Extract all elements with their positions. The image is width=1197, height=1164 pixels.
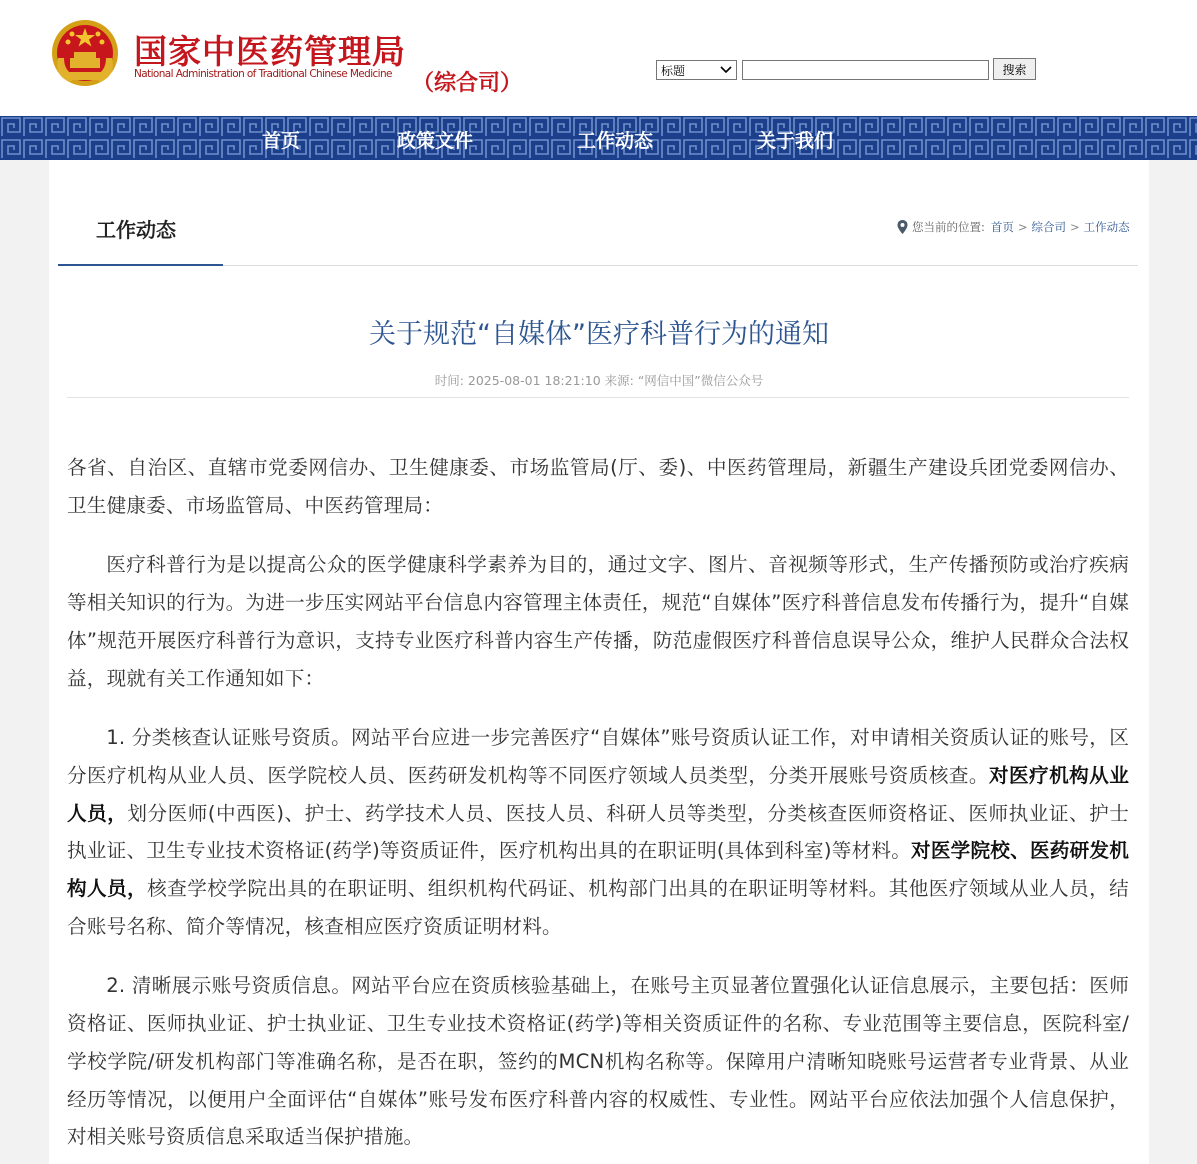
site-title-cn[interactable]: 国家中医药管理局 xyxy=(134,32,406,71)
search-button[interactable]: 搜索 xyxy=(993,58,1036,80)
nav-item-about[interactable]: 关于我们 xyxy=(757,130,834,152)
breadcrumb-home[interactable]: 首页 xyxy=(990,220,1014,234)
breadcrumb-prefix: 您当前的位置: xyxy=(912,220,985,234)
search-type-value: 标题 xyxy=(661,63,686,78)
national-emblem-icon xyxy=(50,18,120,88)
section-underline xyxy=(58,264,223,266)
main-nav xyxy=(0,116,1197,160)
section-title: 工作动态 xyxy=(96,218,176,242)
article-meta: 时间: 2025-08-01 18:21:10 来源: “网信中国”微信公众号 xyxy=(434,373,764,388)
article-meta-divider xyxy=(67,397,1129,398)
site-title-en: National Administration of Traditional Chinese Medicine xyxy=(134,68,392,80)
breadcrumb xyxy=(897,219,1130,235)
item-1-bold-a: 对医疗机构从业人员， xyxy=(67,763,1130,825)
item-1-text-b: 划分医师(中西医)、护士、药学技术人员、医技人员、科研人员等类型，分类核查医师资格证、医师执业证、护士执业证、卫生专业技术资格证(药学)等资质证件，医疗机构出具的在职证明(具体到科室)等材料。 xyxy=(67,801,1129,863)
nav-item-news[interactable]: 工作动态 xyxy=(577,130,654,152)
breadcrumb-current[interactable]: 工作动态 xyxy=(1083,220,1130,234)
article-intro: 医疗科普行为是以提高公众的医学健康科学素养为目的，通过文字、图片、音视频等形式，生产传播预防或治疗疾病等相关知识的行为。为进一步压实网站平台信息内容管理主体责任，规范“自媒体”医疗科普信息发布传播行为，提升“自媒体”规范开展医疗科普行为意识，支持专业医疗科普内容生产传播，防范虚假医疗科普信息误导公众，维护人民群众合法权益，现就有关工作通知如下： xyxy=(67,553,1129,690)
breadcrumb-separator: > xyxy=(1070,220,1080,234)
item-1-bold-b: 对医学院校、医药研发机构人员， xyxy=(67,839,1130,901)
article-item-1 xyxy=(67,719,1129,945)
search-type-select[interactable] xyxy=(656,60,737,80)
article-title: 关于规范“自媒体”医疗科普行为的通知 xyxy=(369,319,829,350)
nav-item-home[interactable]: 首页 xyxy=(262,130,301,152)
item-1-text-a: 1. 分类核查认证账号资质。网站平台应进一步完善医疗“自媒体”账号资质认证工作，对申请相关资质认证的账号，区分医疗机构从业人员、医学院校人员、医药研发机构等不同医疗领域人员类型，分类开展账号资质核查。 xyxy=(67,726,1129,787)
site-header xyxy=(0,0,1197,116)
chevron-down-icon xyxy=(720,66,732,74)
article-item-2: 2. 清晰展示账号资质信息。网站平台应在资质核验基础上，在账号主页显著位置强化认证信息展示，主要包括：医师资格证、医师执业证、护士执业证、卫生专业技术资格证(药学)等相关资质证件的名称、专业范围等主要信息，医院科室/学校学院/研发机构部门等准确名称，是否在职，签约的MCN机构名称等。保障用户清晰知晓账号运营者专业背景、从业经历等情况，以便用户全面评估“自媒体”账号发布医疗科普内容的权威性、专业性。网站平台应依法加强个人信息保护，对相关账号资质信息采取适当保护措施。 xyxy=(67,974,1129,1149)
search-input[interactable] xyxy=(742,60,989,80)
article-salutation: 各省、自治区、直辖市党委网信办、卫生健康委、市场监管局(厅、委)、中医药管理局，新疆生产建设兵团党委网信办、卫生健康委、市场监管局、中医药管理局： xyxy=(67,456,1129,517)
location-pin-icon xyxy=(897,220,908,234)
item-1-text-c: 核查学校学院出具的在职证明、组织机构代码证、机构部门出具的在职证明等材料。其他医疗领域从业人员，结合账号名称、简介等情况，核查相应医疗资质证明材料。 xyxy=(67,877,1129,938)
article-body xyxy=(67,449,1129,1164)
nav-item-policy[interactable]: 政策文件 xyxy=(397,130,474,152)
department-label: （综合司） xyxy=(412,71,523,96)
breadcrumb-dept[interactable]: 综合司 xyxy=(1031,220,1067,234)
breadcrumb-separator: > xyxy=(1017,220,1028,234)
content-panel xyxy=(49,160,1149,1164)
